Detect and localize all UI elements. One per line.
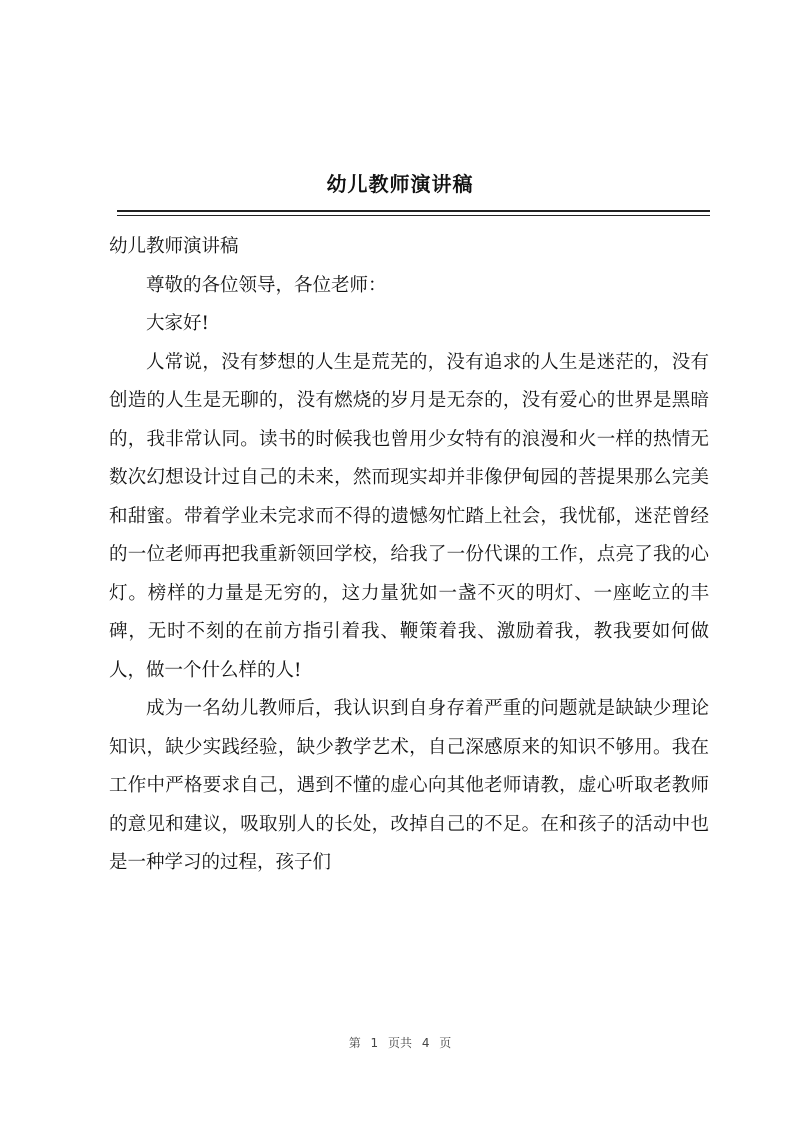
- page-header-title: 幼儿教师演讲稿: [326, 172, 474, 196]
- document-heading: 幼儿教师演讲稿: [109, 236, 239, 257]
- paragraph-salutation: 尊敬的各位领导，各位老师：: [146, 274, 387, 296]
- document-body: [109, 228, 709, 883]
- page-footer: 第 1 页共 4 页: [348, 1036, 452, 1050]
- header-divider: [117, 210, 710, 212]
- header-divider-thin: [117, 215, 710, 216]
- paragraph-greeting: 大家好!: [146, 313, 209, 334]
- paragraph-body-1: 人常说，没有梦想的人生是荒芜的，没有追求的人生是迷茫的，没有创造的人生是无聊的，没有燃烧的岁月是无奈的，没有爱心的世界是黑暗的，我非常认同。读书的时候我也曾用少女特有的浪漫和火一样的热情无数次幻想设计过自己的未来，然而现实却并非像伊甸园的菩提果那么完美和甜蜜。带着学业未完求而不得的遗憾匆忙踏上社会，我忧郁，迷茫曾经的一位老师再把我重新领回学校，给我了一份代课的工作，点亮了我的心灯。榜样的力量是无穷的，这力量犹如一盏不灭的明灯、一座屹立的丰碑，无时不刻的在前方指引着我、鞭策着我、激励着我，教我要如何做人，做一个什么样的人!: [109, 351, 709, 681]
- paragraph-body-2: 成为一名幼儿教师后，我认识到自身存着严重的问题就是缺缺少理论知识，缺少实践经验，缺少教学艺术，自己深感原来的知识不够用。我在工作中严格要求自己，遇到不懂的虚心向其他老师请教，虚心听取老教师的意见和建议，吸取别人的长处，改掉自己的不足。在和孩子的活动中也是一种学习的过程，孩子们: [109, 698, 709, 873]
